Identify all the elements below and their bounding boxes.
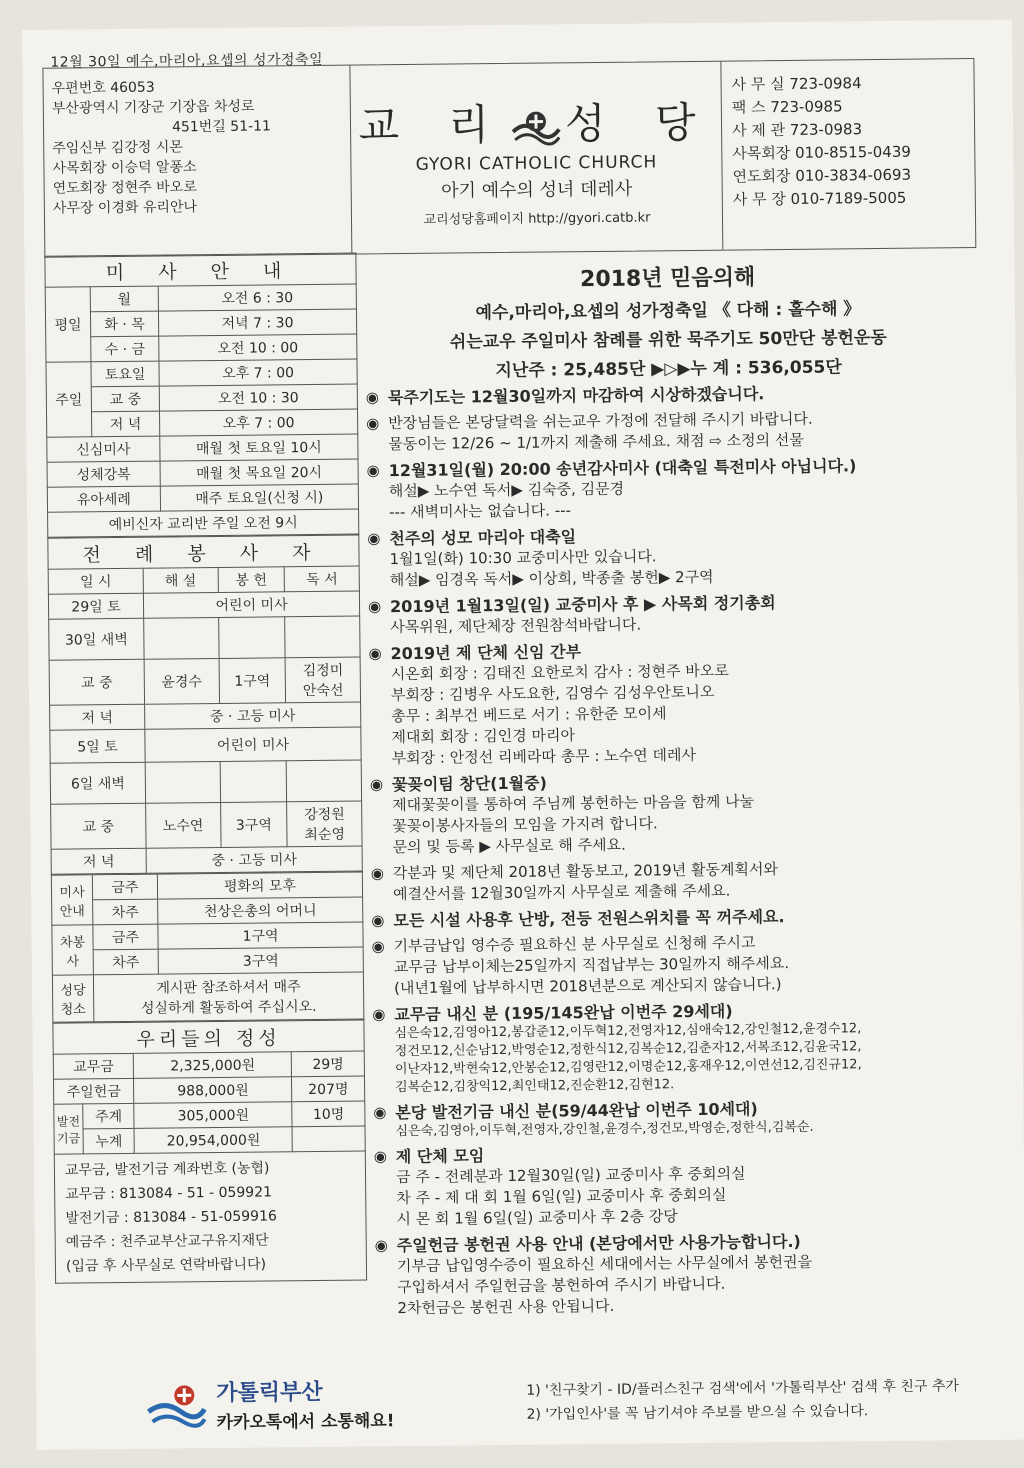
notice-heading: 꽃꽂이팀 창단(1월중): [391, 773, 547, 795]
address-line: 우편번호 46053: [51, 79, 155, 97]
notice-list: [362, 381, 986, 1319]
notice-text: 제대꽃꽂이를 통하여 주님께 봉헌하는 마음을 함께 나눌: [392, 792, 755, 815]
church-emblem-icon: [511, 109, 561, 146]
bullet-icon: ◉: [367, 597, 382, 616]
notice-heading: 모든 시설 사용후 난방, 전등 전원스위치를 꼭 꺼주세요.: [393, 907, 785, 931]
notice-text: 부회장 : 안정선 리베라따 총무 : 노수연 데레사: [391, 745, 697, 768]
notice-text: 각분과 및 제단체 2018년 활동보고, 2019년 활동계획서와: [392, 860, 778, 883]
notice-text: 구입하셔서 주일헌금을 봉헌하여 주시기 바랍니다.: [397, 1274, 726, 1297]
notice-heading: 12월31일(월) 20:00 송년감사미사 (대축일 특전미사 아닙니다.): [388, 456, 857, 481]
phone-line: 연도회장 010-3834-0693: [732, 165, 912, 186]
notice-heading: 교무금 내신 분 (195/145완납 이번주 29세대): [394, 1001, 733, 1025]
notice-text: 기부금 납입영수증이 필요하신 세대에서는 사무실에서 봉헌권을: [396, 1252, 813, 1276]
notice-text: 시온회 회장 : 김태진 요한로치 감사 : 정현주 바오로: [390, 661, 729, 684]
kakao-brand: [56, 1377, 467, 1434]
account-line: 교무금 : 813084 - 51 - 059921: [65, 1184, 273, 1203]
header: [42, 58, 976, 258]
notice-text: (내년1월에 납부하시면 2018년분으로 계산되지 않습니다.): [393, 975, 782, 998]
address-line: 사무장 이경화 유리안나: [52, 199, 198, 217]
notice-text: 시 몬 회 1월 6일(일) 교중미사 후 2층 강당: [396, 1207, 678, 1229]
notice-item: [370, 1140, 985, 1230]
bullet-icon: ◉: [373, 1147, 388, 1166]
account-info: [54, 1151, 366, 1283]
notice-item: [362, 407, 976, 455]
address-line: 연도회장 정현주 바오로: [52, 179, 197, 197]
address-line: 부산광역시 기장군 기장읍 차성로: [51, 98, 255, 117]
phone-line: 사 무 실 723-0984: [731, 74, 862, 94]
notice-item: [364, 637, 979, 769]
address-block: [43, 66, 352, 257]
bullet-icon: ◉: [371, 911, 385, 930]
phone-line: 팩 스 723-0985: [731, 97, 843, 117]
right-column: [360, 246, 985, 1319]
notice-heading: 제 단체 모임: [395, 1146, 485, 1167]
address-line: 451번길 51-11: [171, 118, 272, 136]
church-patron: 아기 예수의 성녀 데레사: [441, 178, 633, 202]
bullet-icon: ◉: [374, 1236, 388, 1255]
bullet-icon: ◉: [372, 1005, 386, 1024]
notice-item: [368, 930, 983, 999]
notice-heading: 2019년 제 단체 신임 간부: [390, 642, 582, 664]
notice-text: 반장님들은 본당달력을 쉬는교우 가정에 전달해 주시기 바랍니다.: [388, 409, 813, 433]
notice-item: [363, 454, 978, 523]
brand-name: 가톨릭부산: [216, 1379, 323, 1406]
notice-heading: 본당 발전기금 내신 분(59/44완납 이번주 10세대): [395, 1099, 758, 1123]
bullet-icon: ◉: [366, 461, 380, 480]
phone-line: 사목회장 010-8515-0439: [732, 142, 911, 163]
bulletin-page: [42, 38, 987, 1438]
servers-title: 전 례 봉 사 자: [48, 535, 359, 569]
catholic-busan-logo-icon: [146, 1383, 206, 1430]
offering-table: 우리들의 정성 교무금 2,325,000원 29명 주일헌금 988,000원 207명 발전기금 주계 305,000원 10명 누계 20,954,000원 교무금, 발전기금 계좌번호 (농협) 교무금 : 813084 - 51 - 059921 발전기금 : 813084 - 51-059916 예금주 : 천주교부산교구유지재단 (입금 후 사무실로 연락바랍니다): [52, 1019, 367, 1283]
notice-text: 해설▶ 노수연 독서▶ 김숙중, 김문경: [388, 479, 625, 501]
account-line: 발전기금 : 813084 - 51-059916: [65, 1208, 277, 1227]
bullet-icon: ◉: [368, 644, 382, 663]
notice-heading: 천주의 성모 마리아 대축일: [389, 527, 577, 549]
bullet-icon: ◉: [369, 775, 384, 794]
notice-text: 예결산서를 12월30일까지 사무실로 제출해 주세요.: [392, 881, 731, 904]
bullet-icon: ◉: [373, 1103, 387, 1122]
notice-item: [367, 904, 981, 931]
notice-text: 제대회 회장 : 김인경 마리아: [391, 726, 576, 747]
phone-list: [721, 59, 975, 250]
phone-line: 사 제 관 723-0983: [731, 120, 863, 140]
notice-text: 총무 : 최부건 베드로 서기 : 유한준 모이세: [391, 704, 667, 726]
bulletin-sheet: [22, 20, 1024, 1450]
notice-text: 물동이는 12/26 ~ 1/1까지 제출해 주세요. 채점 ⇨ 소정의 선물: [388, 430, 804, 454]
notice-item: [363, 522, 978, 591]
notice-item: [362, 381, 976, 408]
notice-item: [367, 857, 981, 905]
bullet-icon: ◉: [365, 388, 380, 407]
account-line: 예금주 : 천주교부산교구유지재단: [65, 1232, 269, 1251]
notice-text: 1월1일(화) 10:30 교중미사만 있습니다.: [389, 547, 657, 569]
kakao-notes: 1) '친구찾기 - ID/플러스친구 검색'에서 '가톨릭부산' 검색 후 친구 추가 2) '가입인사'를 꼭 남기셔야 주보를 받으실 수 있습니다.: [526, 1378, 959, 1423]
church-name: 교 리 성 당: [358, 97, 714, 151]
phone-line: 사 무 장 010-7189-5005: [732, 188, 907, 209]
notice-names: 심은숙,김영아,이두혁,전영자,강인철,윤경수,정건모,박영순,정한식,김복순.: [395, 1119, 814, 1140]
servers-table: 전 례 봉 사 자 일 시 해 설 봉 헌 독 서 29일 토 어린이 미사 30일 새벽 교 중 윤경수 1구역 김정미 안숙선 저 녁 중 · 고등 미사 5일 토 어린이 미사 6일 새벽 교 중 노수연 3구역 강정원 최순영 저 녁 중 · 고등 미사: [47, 534, 363, 874]
notice-text: 꽃꽂이봉사자들의 모임을 가지려 합니다.: [392, 814, 658, 836]
mass-title: 미 사 안 내: [45, 253, 356, 287]
address-line: 사목회장 이승덕 알퐁소: [52, 159, 197, 177]
offering-title: 우리들의 정성: [53, 1020, 364, 1054]
date-line: 12월 30일 예수,마리아,요셉의 성가정축일: [50, 51, 324, 71]
notice-names: 이난자12,박현숙12,안봉순12,김영란12,이명순12,홍재우12,이연선12,김진규12,: [394, 1057, 862, 1078]
notice-heading: 묵주기도는 12월30일까지 마감하여 시상하겠습니다.: [387, 384, 765, 408]
notice-names: 심은숙12,김영아12,봉갑준12,이두혁12,전영자12,심애숙12,강인철12,윤경수12,: [394, 1021, 862, 1042]
notice-text: 금 주 - 전례분과 12월30일(일) 교중미사 후 중회의실: [395, 1164, 746, 1187]
homepage-link[interactable]: 교리성당홈페이지 http://gyori.catb.kr: [423, 210, 651, 228]
notice-item: [371, 1229, 986, 1319]
notice-text: --- 새벽미사는 없습니다. ---: [388, 501, 572, 522]
footer: [56, 1368, 987, 1438]
notice-item: [364, 590, 978, 638]
notice-names: 정건모12,신순남12,박영순12,정한식12,김복순12,김춘자12,서복조12,김윤국12,: [394, 1039, 862, 1060]
account-line: 교무금, 발전기금 계좌번호 (농협): [64, 1160, 270, 1179]
notice-text: 2차헌금은 봉헌권 사용 안됩니다.: [397, 1296, 615, 1318]
mass-guide-table: 미사안내 금주 평화의 모후 차주 천상은총의 어머니 차봉사 금주 1구역 차주 3구역 성당청소 게시판 참조하셔서 매주 성실하게 활동하여 주십시오.: [51, 871, 365, 1022]
notice-text: 해설▶ 임경옥 독서▶ 이상희, 박종출 봉헌▶ 2구역: [389, 567, 714, 590]
notice-text: 교무금 납부이체는25일까지 직접납부는 30일까지 해주세요.: [393, 954, 790, 977]
notice-item: [368, 998, 983, 1097]
brand-slogan: 카카오톡에서 소통해요!: [216, 1410, 395, 1433]
rosary-stats: 지난주 : 25,485단 ▶▷▶누 계 : 536,055단: [495, 357, 842, 382]
notice-item: [366, 768, 981, 858]
church-logo-block: [350, 62, 723, 254]
bullet-icon: ◉: [370, 864, 385, 883]
account-line: (입금 후 사무실로 연락바랍니다): [65, 1256, 267, 1275]
notice-heading: 주일헌금 봉헌권 사용 안내 (본당에서만 사용가능합니다.): [396, 1231, 801, 1256]
notice-text: 사목위원, 제단체장 전원참석바랍니다.: [390, 615, 642, 637]
notice-text: 차 주 - 제 대 회 1월 6일(일) 교중미사 후 중회의실: [396, 1185, 727, 1208]
bullet-icon: ◉: [371, 937, 385, 956]
notice-heading: 2019년 1월13일(일) 교중미사 후 ▶ 사목회 정기총회: [389, 593, 776, 617]
left-column: [44, 253, 367, 1284]
notice-text: 부회장 : 김병우 사도요한, 김영수 김성우안토니오: [390, 682, 715, 705]
feast-title: 예수,마리아,요셉의 성가정축일 《 다해 : 홀수해 》: [475, 299, 861, 324]
bullet-icon: ◉: [367, 529, 381, 548]
church-english-name: GYORI CATHOLIC CHURCH: [415, 152, 658, 175]
mass-schedule-table: 미 사 안 내 평일 월 오전 6 : 30 화 · 목 저녁 7 : 30 수 · 금 오전 10 : 00 주일 토요일 오후 7 : 00 교 중 오전 10 : 30 저 녁 오후 7 : 00 신심미사 매월 첫 토요일 10시 성체강복 매월 첫 목요일 20시 유아세례 매주 토요일(신청 시) 예비신자 교리반 주일 오전 9시: [44, 253, 359, 538]
notice-item: [369, 1096, 983, 1141]
address-line: 주임신부 김강정 시몬: [52, 139, 183, 157]
notice-text: 문의 및 등록 ▶ 사무실로 해 주세요.: [392, 835, 626, 857]
notice-text: 기부금납입 영수증 필요하신 분 사무실로 신청해 주시고: [393, 933, 756, 956]
rosary-campaign: 쉬는교우 주일미사 참례를 위한 묵주기도 50만단 봉헌운동: [449, 327, 887, 353]
bullet-icon: ◉: [366, 414, 380, 433]
year-title: 2018년 믿음의해: [579, 265, 756, 293]
notice-names: 김복순12,김창익12,최인태12,진순환12,김현12.: [395, 1077, 675, 1096]
